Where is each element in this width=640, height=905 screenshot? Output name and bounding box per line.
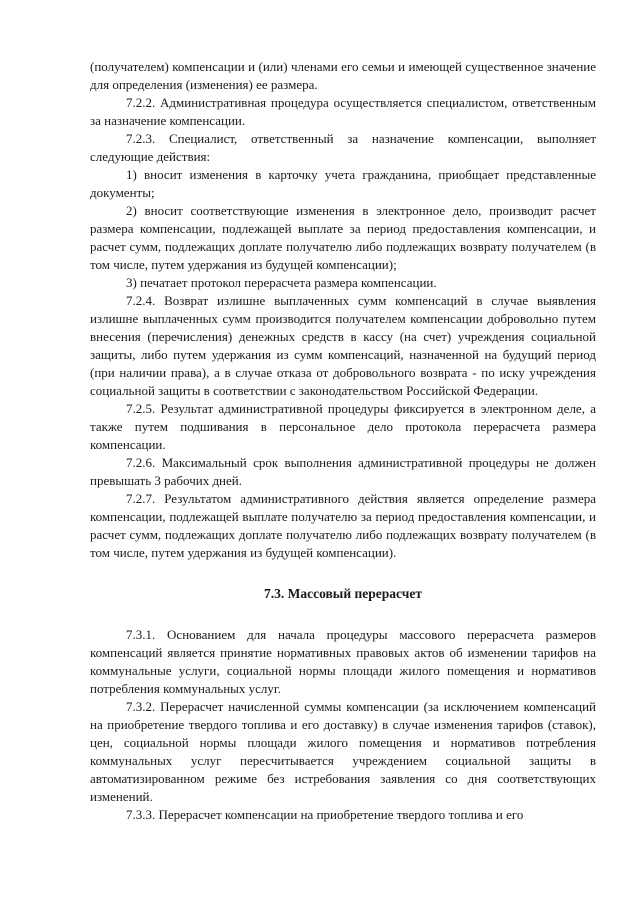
paragraph-7-2-7: 7.2.7. Результатом административного действия является определение размера компенсации, подлежащей выплате получателю за период предоставления компенсации, и расчет сумм, подлежащих доплате получателю либо подлежащих возврату получателем (в том числе, путем удержания из будущей компенсации).: [90, 491, 596, 560]
paragraph-7-2-2: 7.2.2. Административная процедура осуществляется специалистом, ответственным за назначение компенсации.: [90, 95, 596, 128]
list-item-1: 1) вносит изменения в карточку учета гражданина, приобщает представленные документы;: [90, 167, 596, 200]
document-page: [90, 58, 596, 824]
paragraph-7-2-4: 7.2.4. Возврат излишне выплаченных сумм компенсаций в случае выявления излишне выплаченных сумм производится получателем компенсации добровольно путем внесения (перечисления) денежных средств в кассу (на счет) учреждения социальной защиты, либо путем удержания из сумм компенсаций, назначенной на будущий период (при наличии права), а в случае отказа от добровольного возврата - по иску учреждения социальной защиты в соответствии с законодательством Российской Федерации.: [90, 293, 596, 398]
list-item-3: 3) печатает протокол перерасчета размера компенсации.: [126, 275, 437, 290]
paragraph-7-3-2: 7.3.2. Перерасчет начисленной суммы компенсации (за исключением компенсаций на приобретение твердого топлива и его доставку) в случае изменения тарифов (ставок), цен, социальной нормы площади жилого помещения и нормативов потребления коммунальных услуг пересчитывается учреждением социальной защиты в автоматизированном режиме без истребования заявления со дня соответствующих изменений.: [90, 699, 596, 804]
list-item-2: 2) вносит соответствующие изменения в электронное дело, производит расчет размера компенсации, подлежащей выплате за период предоставления компенсации, и расчет сумм, подлежащих доплате получателю либо подлежащих возврату получателем (в том числе, путем удержания из будущей компенсации);: [90, 203, 596, 272]
paragraph-continuation: (получателем) компенсации и (или) членами его семьи и имеющей существенное значение для определения (изменения) ее размера.: [90, 59, 596, 92]
paragraph-7-2-3: 7.2.3. Специалист, ответственный за назначение компенсации, выполняет следующие действия:: [90, 131, 596, 164]
paragraph-7-3-3: 7.3.3. Перерасчет компенсации на приобретение твердого топлива и его: [126, 807, 524, 822]
paragraph-7-3-1: 7.3.1. Основанием для начала процедуры массового перерасчета размеров компенсаций является принятие нормативных правовых актов об изменении тарифов на коммунальные услуги, социальной нормы площади жилого помещения и нормативов потребления коммунальных услуг.: [90, 627, 596, 696]
paragraph-7-2-5: 7.2.5. Результат административной процедуры фиксируется в электронном деле, а также путем подшивания в персональное дело протокола перерасчета размера компенсации.: [90, 401, 596, 452]
section-heading: 7.3. Массовый перерасчет: [264, 586, 422, 601]
paragraph-7-2-6: 7.2.6. Максимальный срок выполнения административной процедуры не должен превышать 3 рабочих дней.: [90, 455, 596, 488]
